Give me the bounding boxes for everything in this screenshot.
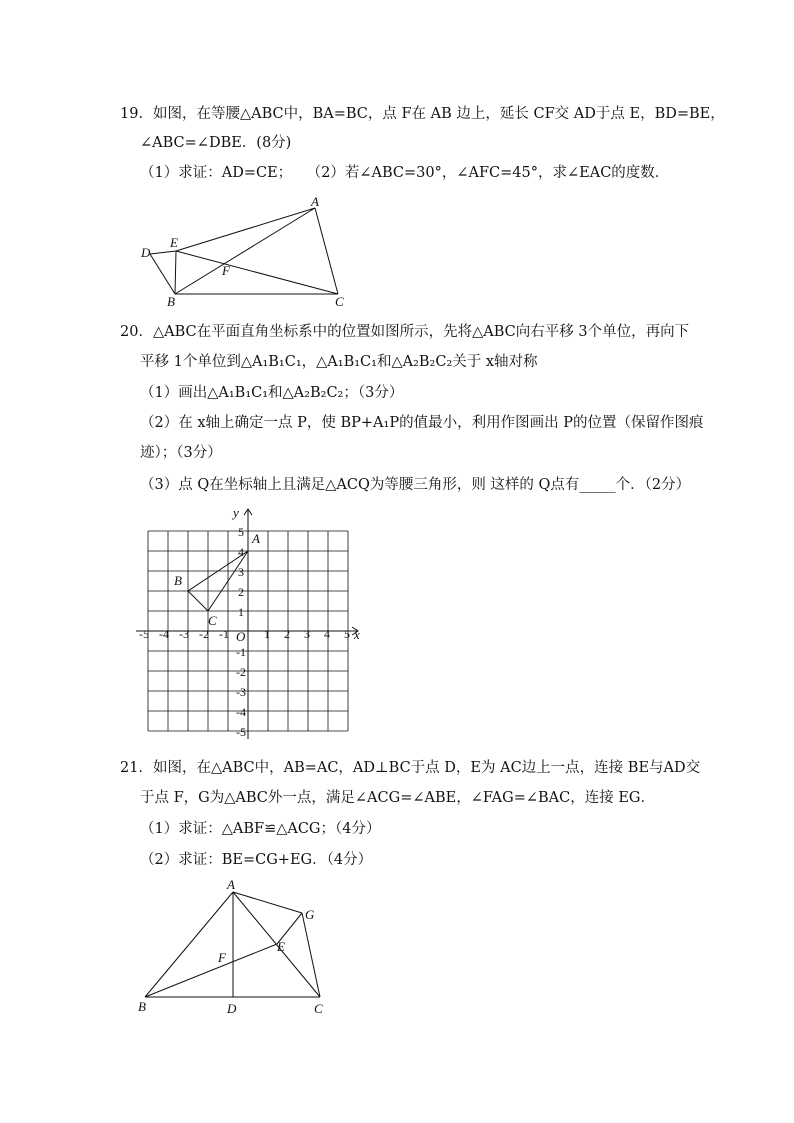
p19-label-A: A [311,195,319,209]
y-tick-label: 3 [238,565,244,579]
p21-label-B: B [138,999,146,1014]
triangle-abc [188,551,248,611]
p20-line-5: 迹）；（3分） [140,445,222,461]
x-axis-label: x [354,627,360,642]
x-tick-label: -2 [199,626,209,641]
x-tick-label: 4 [324,626,330,641]
p21-label-C: C [314,1001,323,1016]
p20-line-1: 20．△ABC在平面直角坐标系中的位置如图所示，先将△ABC向右平移 3个单位，再向下 [120,324,690,340]
y-tick-label: 4 [238,545,244,559]
p19-line-1: 19．如图，在等腰△ABC中，BA=BC，点 F在 AB 边上，延长 CF交 AD于点 E，BD=BE， [120,106,725,122]
y-tick-label: -1 [236,645,246,659]
x-tick-label: 2 [284,626,290,641]
x-tick-label: -1 [219,626,229,641]
y-axis-label: y [233,505,239,520]
y-tick-label: 1 [238,605,244,619]
origin-label: O [236,629,246,644]
p20-line-4: （2）在 x轴上确定一点 P，使 BP+A₁P的值最小，利用作图画出 P的位置（保留作图痕 [140,415,704,431]
y-tick-label: -3 [236,685,246,699]
y-tick-label: 5 [238,525,244,539]
p19-label-B: B [167,294,175,309]
p20-coordinate-grid [130,503,370,743]
p21-label-E: E [277,939,285,954]
p21-line-4: （2）求证：BE=CG+EG．（4分） [140,852,373,868]
x-tick-label: 5 [344,626,350,641]
p20-line-2: 平移 1个单位到△A₁B₁C₁，△A₁B₁C₁和△A₂B₂C₂关于 x轴对称 [140,354,538,370]
x-tick-label: 1 [264,626,270,641]
p20-line-3: （1）画出△A₁B₁C₁和△A₂B₂C₂；（3分） [140,385,404,401]
p19-figure [135,195,360,310]
p21-label-A: A [227,877,235,892]
x-tick-label: -3 [179,626,189,641]
p19-line-3: （1）求证：AD=CE； （2）若∠ABC=30°，∠AFC=45°，求∠EAC的度数． [140,165,670,181]
point-label-C: C [208,613,217,628]
y-tick-label: 2 [238,585,244,599]
point-label-B: B [174,573,182,588]
p21-label-F: F [218,950,226,965]
x-tick-label: -5 [139,626,149,641]
p20-line-6: （3）点 Q在坐标轴上且满足△ACQ为等腰三角形，则 这样的 Q点有_____个．（2分） [140,477,691,493]
y-tick-label: -4 [236,705,246,719]
p21-figure [130,875,345,1025]
point-label-A: A [252,531,260,546]
p19-label-E: E [170,235,178,250]
p19-line-2: ∠ABC=∠DBE．(8分) [140,135,292,151]
p19-label-F: F [222,263,230,278]
p19-label-C: C [335,294,344,309]
y-tick-label: -2 [236,665,246,679]
p21-label-G: G [305,907,315,922]
p19-label-D: D [141,245,151,260]
x-tick-label: -4 [159,626,169,641]
y-tick-label: -5 [236,725,246,739]
x-tick-label: 3 [304,626,310,641]
p21-label-D: D [227,1001,237,1016]
p21-line-3: （1）求证：△ABF≌△ACG；（4分） [140,821,381,837]
p21-line-2: 于点 F，G为△ABC外一点，满足∠ACG=∠ABE，∠FAG=∠BAC，连接 EG． [140,790,656,806]
p21-line-1: 21．如图，在△ABC中，AB=AC，AD⊥BC于点 D，E为 AC边上一点，连接 BE与AD交 [120,760,701,776]
